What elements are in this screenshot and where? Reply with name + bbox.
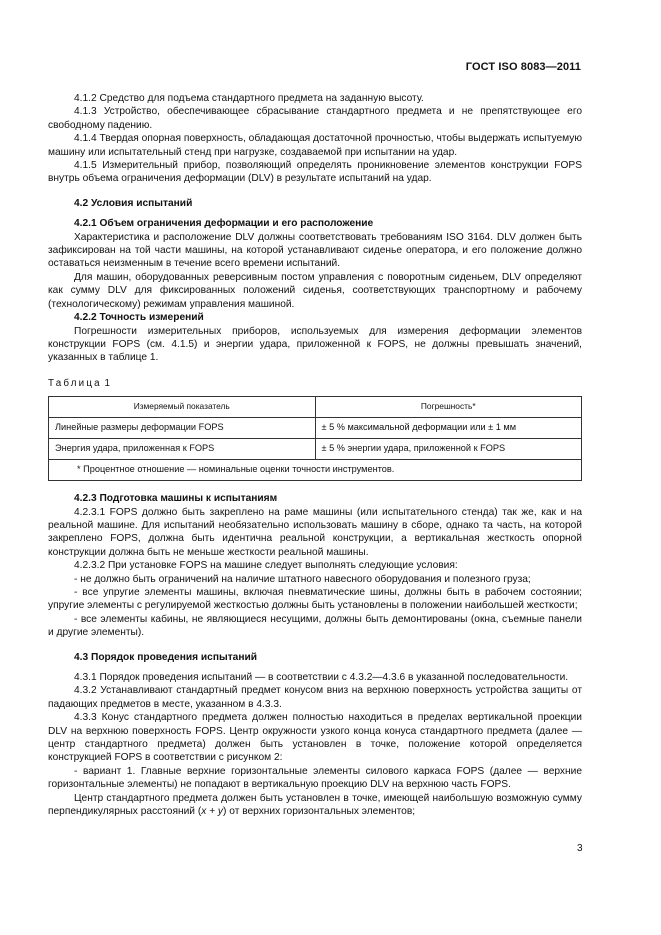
table-cell: ± 5 % энергии удара, приложенной к FOPS xyxy=(315,439,582,460)
section-heading-4-2: 4.2 Условия испытаний xyxy=(74,197,193,209)
paragraph-4-1-4: 4.1.4 Твердая опорная поверхность, обладающая достаточной прочностью, чтобы выдержать испытуемую машину или испытательный стенд при нагрузке, создаваемой при испытании на удар. xyxy=(48,133,582,158)
page-number: 3 xyxy=(577,843,583,854)
table-header-cell: Погрешность* xyxy=(315,397,582,418)
paragraph-4-3-2: 4.3.2 Устанавливают стандартный предмет конусом вниз на верхнюю поверхность устройства защиты от падающих предметов в месте, указанном в 4.3.3. xyxy=(48,685,582,710)
last-paragraph xyxy=(48,792,582,819)
list-item: - не должно быть ограничений на наличие штатного навесного оборудования и полезного груза; xyxy=(74,573,531,585)
paragraph-4-2-1-b: Для машин, оборудованных реверсивным постом управления с поворотным сиденьем, DLV определяют как сумму DLV для фиксированных положений сиденья, соответствующих транспортному и рабочему (технологическому) режимам управления машиной. xyxy=(48,271,582,310)
table-caption xyxy=(48,377,582,390)
table-footnote-row xyxy=(49,460,582,481)
table-cell: ± 5 % максимальной деформации или ± 1 мм xyxy=(315,418,582,439)
section-heading-4-2-1: 4.2.1 Объем ограничения деформации и его расположение xyxy=(74,218,374,230)
table-cell: Линейные размеры деформации FOPS xyxy=(49,418,316,439)
section-heading-4-2-2: 4.2.2 Точность измерений xyxy=(74,312,204,324)
table-caption-number: 1 xyxy=(104,377,110,389)
table-row xyxy=(49,418,582,439)
paragraph-4-2-2: Погрешности измерительных приборов, используемых для измерения деформации элементов конструкции FOPS (см. 4.1.5) и энергии удара, приложенной к FOPS, не должны превышать значений, указанных в таблице 1. xyxy=(48,325,582,364)
section-heading-4-3: 4.3 Порядок проведения испытаний xyxy=(74,651,258,663)
table-row xyxy=(49,439,582,460)
paragraph-4-1-3: 4.1.3 Устройство, обеспечивающее сбрасывание стандартного предмета и не препятствующее его свободному падению. xyxy=(48,106,582,131)
last-paragraph-start: Центр стандартного предмета должен быть установлен в точке, имеющей наибольшую возможную сумму перпендикулярных расстояний ( xyxy=(48,792,582,818)
table-cell: Энергия удара, приложенная к FOPS xyxy=(49,439,316,460)
list-item: - все упругие элементы машины, включая пневматические шины, должны быть в рабочем состоянии; упругие элементы с регулируемой жесткостью должны быть установлены в положении наибольшей жесткости; xyxy=(48,586,582,612)
table-header-row xyxy=(49,397,582,418)
last-paragraph-end: ) от верхних горизонтальных элементов; xyxy=(223,806,416,818)
document-header: ГОСТ ISO 8083—2011 xyxy=(465,61,581,73)
paragraph-4-1-2: 4.1.2 Средство для подъема стандартного предмета на заданную высоту. xyxy=(74,93,424,104)
paragraph-4-2-3-2: 4.2.3.2 При установке FOPS на машине следует выполнять следующие условия: xyxy=(74,560,458,572)
paragraph-4-2-3-1: 4.2.3.1 FOPS должно быть закреплено на раме машины (или испытательного стенда) так же, как и на реальной машине. Для испытаний необязательно использовать машину в сборе, однако та часть, на которой закреплено FOPS, должна быть идентична реальной конструкции, а вертикальная жесткость опорной конструкции должна быть не меньше жесткости реальной машины. xyxy=(48,506,582,558)
list-item: - все элементы кабины, не являющиеся несущими, должны быть демонтированы (окна, съемные панели и другие элементы). xyxy=(48,613,582,639)
table-footnote: * Процентное отношение — номинальные оценки точности инструментов. xyxy=(49,460,582,481)
paragraph-4-1-5: 4.1.5 Измерительный прибор, позволяющий определять проникновение элементов конструкции FOPS внутрь объема ограничения деформации (DLV) в результате испытаний на удар. xyxy=(48,160,582,185)
paragraph-4-2-1-a: Характеристика и расположение DLV должны соответствовать требованиям ISO 3164. DLV должен быть зафиксирован на той части машины, на которой устанавливают сиденье оператора, и его положение должно оставаться неизменным в течение всего времени испытаний. xyxy=(48,231,582,270)
document-body xyxy=(48,92,582,818)
table-header-cell: Измеряемый показатель xyxy=(49,397,316,418)
table-caption-word: Таблица xyxy=(48,377,102,389)
accuracy-table xyxy=(48,396,582,481)
variant-1-paragraph: - вариант 1. Главные верхние горизонтальные элементы силового каркаса FOPS (далее — верхние горизонтальные элементы) не попадают в вертикальную проекцию DLV на верхнюю часть FOPS. xyxy=(48,765,582,791)
paragraph-4-3-1: 4.3.1 Порядок проведения испытаний — в соответствии с 4.3.2—4.3.6 в указанной последовательности. xyxy=(74,672,569,683)
paragraph-4-3-3: 4.3.3 Конус стандартного предмета должен полностью находиться в пределах вертикальной проекции DLV на верхнюю поверхность FOPS. Центр окружности узкого конца конуса стандартного предмета (далее — центр стандартного предмета) должен быть установлен в точке, положение которой определяется конструкцией FOPS в соответствии с рисунком 2: xyxy=(48,712,582,764)
formula-x-plus-y: x + y xyxy=(201,806,224,818)
section-heading-4-2-3: 4.2.3 Подготовка машины к испытаниям xyxy=(74,493,278,505)
